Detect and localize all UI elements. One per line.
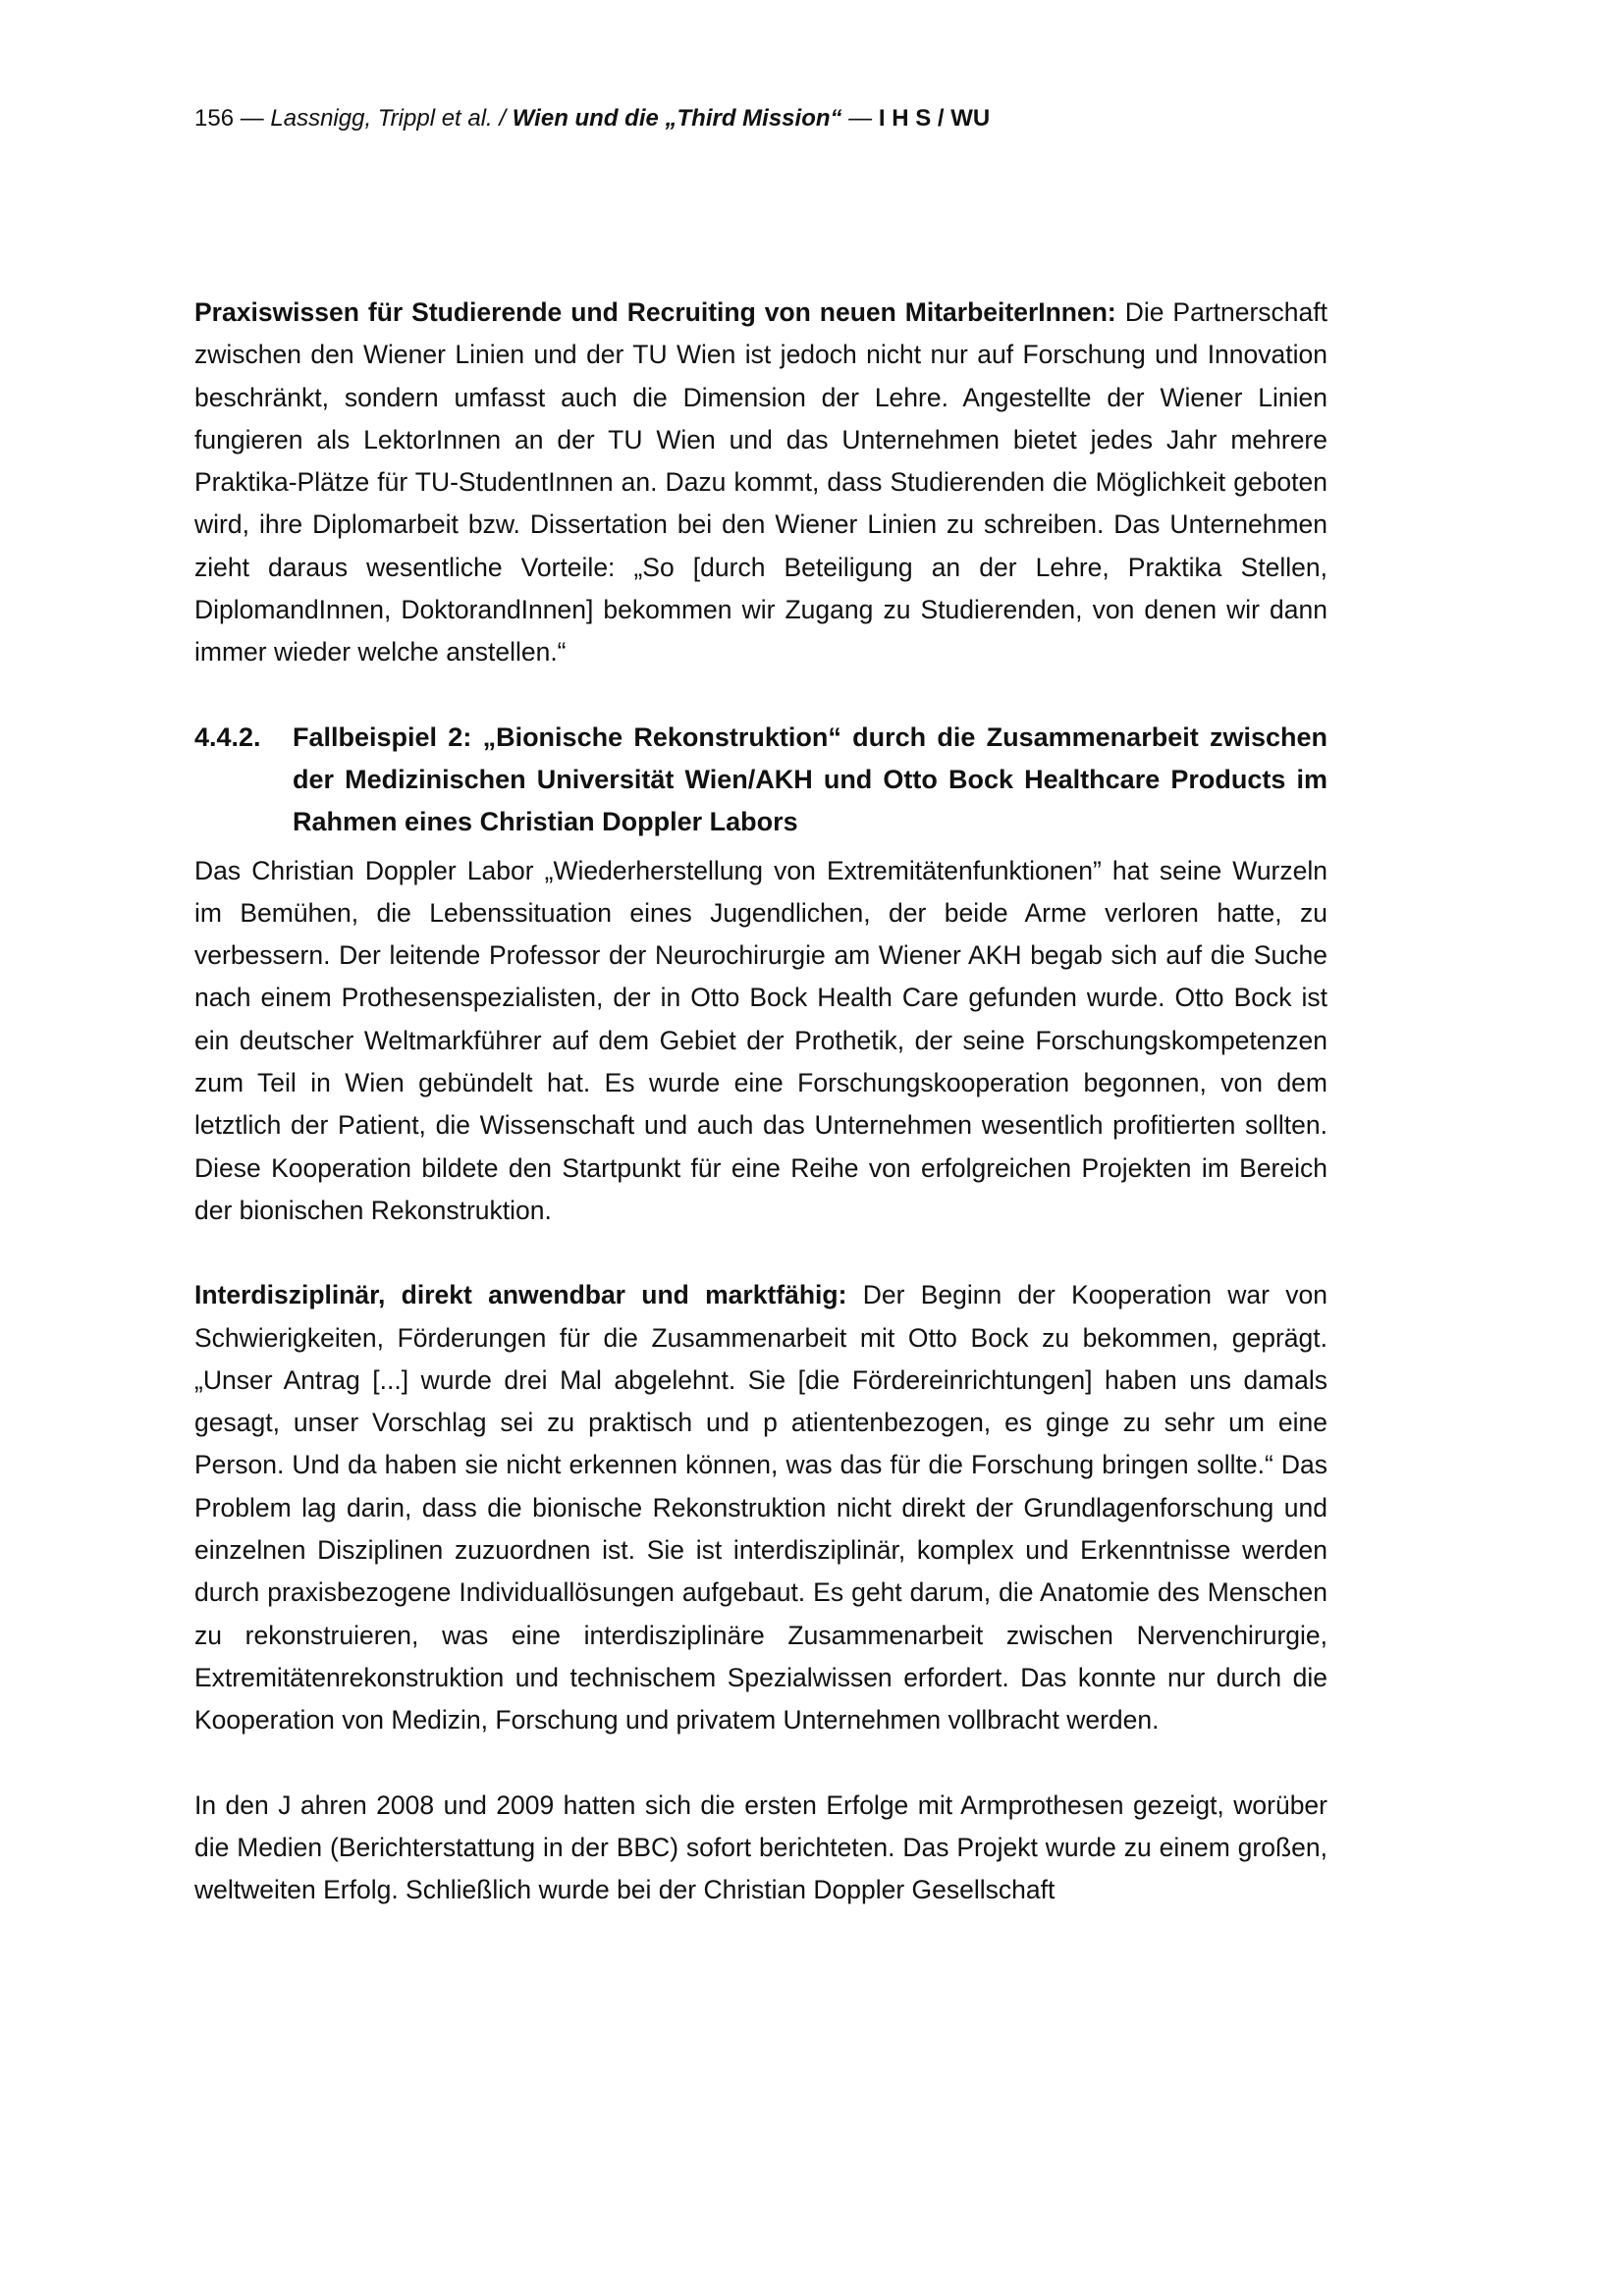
paragraph-interdisziplinaer bbox=[194, 1274, 1327, 1741]
paragraph-christian-doppler-labor: Das Christian Doppler Labor „Wiederherstellung von Extremitätenfunktionen” hat seine Wurzeln im Bemühen, die Lebenssituation eines Jugendlichen, der beide Arme verloren hatte, zu verbessern. Der leitende Professor der Neurochirurgie am Wiener AKH begab sich auf die Suche nach einem Prothesenspezialisten, der in Otto Bock Health Care gefunden wurde. Otto Bock ist ein deutscher Weltmarkführer auf dem Gebiet der Prothetik, der seine Forschungskompetenzen zum Teil in Wien gebündelt hat. Es wurde eine Forschungskooperation begonnen, von dem letztlich der Patient, die Wissenschaft und auch das Unternehmen wesentlich profitierten sollten. Diese Kooperation bildete den Startpunkt für eine Reihe von erfolgreichen Projekten im Bereich der bionischen Rekonstruktion. bbox=[194, 855, 1327, 1225]
header-dash: — bbox=[234, 105, 271, 132]
paragraph-praxiswissen bbox=[194, 292, 1327, 674]
paragraph-text: Die Partnerschaft zwischen den Wiener Linien und der TU Wien ist jedoch nicht nur auf Forschung und Innovation beschränkt, sondern umfasst auch die Dimension der Lehre. Angestellte der Wiener Linien fungieren als LektorInnen an der TU Wien und das Unternehmen bietet jedes Jahr mehrere Praktika-Plätze für TU-StudentInnen an. Dazu kommt, dass Studierenden die Möglichkeit geboten wird, ihre Diplomarbeit bzw. Dissertation bei den Wiener Linien zu schreiben. Das Unternehmen zieht daraus wesentliche Vorteile: „So [durch Beteiligung an der Lehre, Praktika Stellen, DiplomandInnen, DoktorandInnen] bekommen wir Zugang zu Studierenden, von denen wir dann immer wieder welche anstellen.“ bbox=[194, 297, 1328, 667]
page-body bbox=[194, 292, 1327, 1911]
header-dash: — bbox=[841, 105, 879, 132]
section-number: 4.4.2. bbox=[194, 721, 261, 752]
section-title: Fallbeispiel 2: „Bionische Rekonstruktion“ durch die Zusammenarbeit zwischen der Medizinischen Universität Wien/AKH und Otto Bock Healthcare Products im Rahmen eines Christian Doppler Labors bbox=[293, 721, 1327, 837]
running-header bbox=[194, 102, 990, 135]
paragraph-lead: Praxiswissen für Studierende und Recruiting von neuen MitarbeiterInnen: bbox=[194, 297, 1116, 327]
paragraph-erfolge: In den J ahren 2008 und 2009 hatten sich die ersten Erfolge mit Armprothesen gezeigt, worüber die Medien (Berichterstattung in der BBC) sofort berichteten. Das Projekt wurde zu einem großen, weltweiten Erfolg. Schließlich wurde bei der Christian Doppler Gesellschaft bbox=[194, 1789, 1327, 1905]
paragraph-lead: Interdisziplinär, direkt anwendbar und marktfähig: bbox=[194, 1280, 847, 1310]
page-number: 156 bbox=[194, 105, 235, 132]
paragraph-text: Der Beginn der Kooperation war von Schwierigkeiten, Förderungen für die Zusammenarbeit mit Otto Bock zu bekommen, geprägt. „Unser Antrag [...] wurde drei Mal abgelehnt. Sie [die Fördereinrichtungen] haben uns damals gesagt, unser Vorschlag sei zu praktisch und p atientenbezogen, es ginge zu sehr um eine Person. Und da haben sie nicht erkennen können, was das für die Forschung bringen sollte.“ Das Problem lag darin, dass die bionische Rekonstruktion nicht direkt der Grundlagenforschung und einzelnen Disziplinen zuzuordnen ist. Sie ist interdisziplinär, komplex und Erkenntnisse werden durch praxisbezogene Individuallösungen aufgebaut. Es geht darum, die Anatomie des Menschen zu rekonstruieren, was eine interdisziplinäre Zusammenarbeit zwischen Nervenchirurgie, Extremitätenrekonstruktion und technischem Spezialwissen erfordert. Das konnte nur durch die Kooperation von Medizin, Forschung und privatem Unternehmen vollbracht werden. bbox=[194, 1280, 1327, 1735]
header-authors: Lassnigg, Trippl et al. / bbox=[270, 105, 513, 132]
header-title: Wien und die „Third Mission“ bbox=[512, 105, 842, 132]
section-heading-4-4-2 bbox=[194, 717, 1327, 844]
header-institutions: I H S / WU bbox=[878, 105, 991, 132]
